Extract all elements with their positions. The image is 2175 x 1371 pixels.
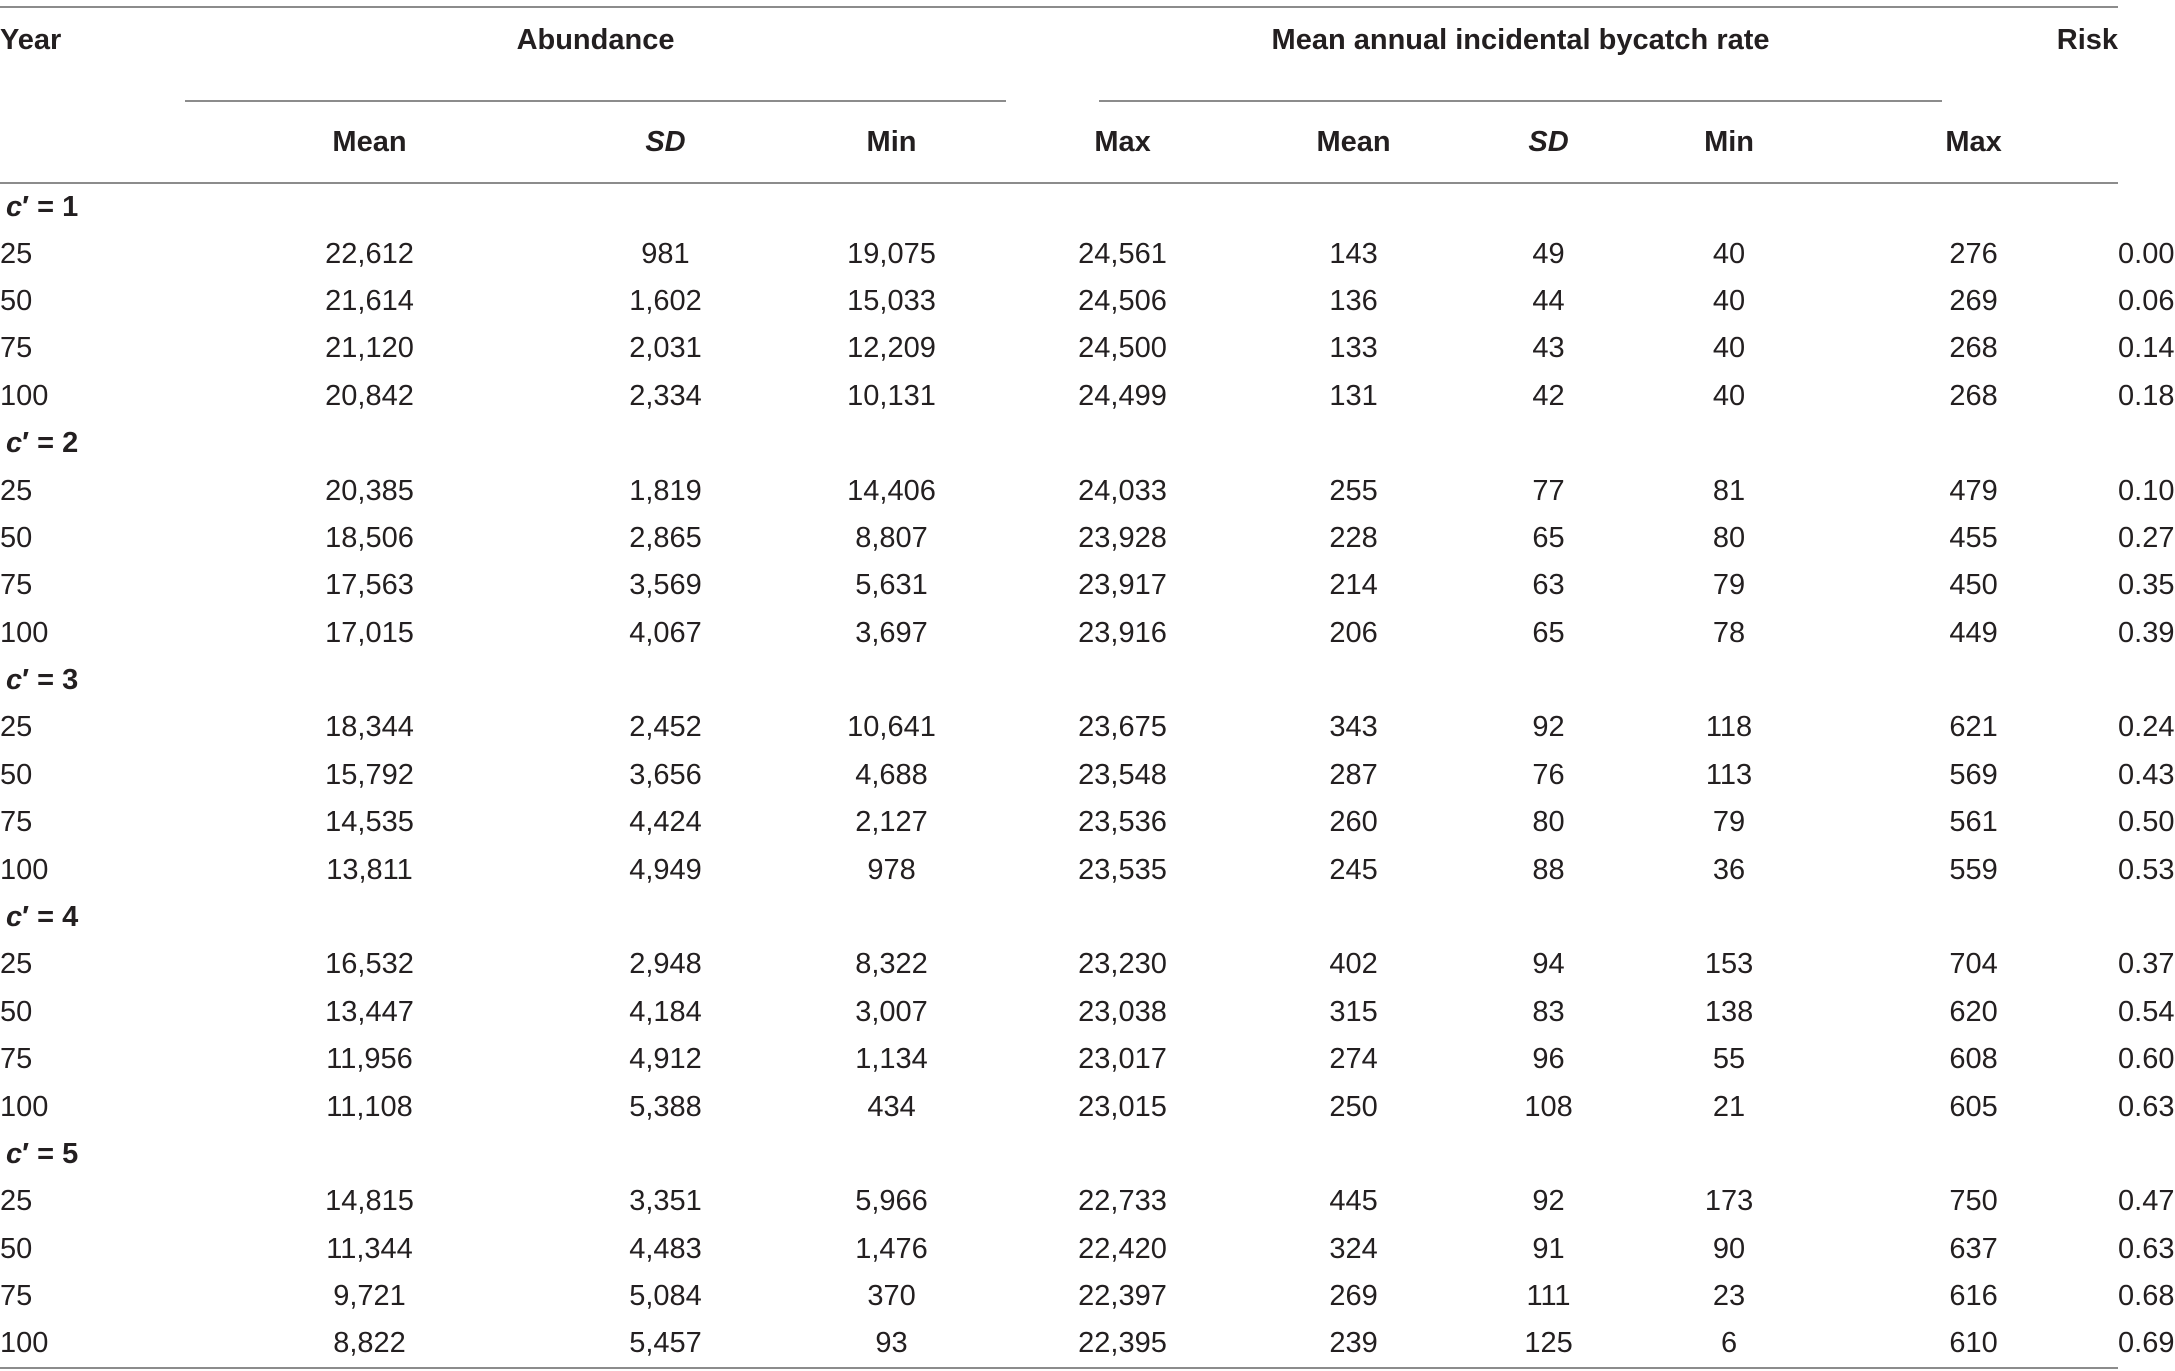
abundance-mean-cell: 20,385 (325, 474, 414, 507)
abundance-max-cell: 22,733 (1078, 1185, 1167, 1218)
abundance-min-cell: 93 (875, 1327, 908, 1360)
bycatch-mean-cell: 143 (1329, 237, 1378, 270)
bycatch-sd-cell: 96 (1532, 1043, 1565, 1076)
abundance-max-cell: 23,928 (1078, 521, 1167, 554)
table-body (0, 183, 2175, 1368)
table-row: 50 15,792 3,656 4,688 23,548 287 76 113 569 0.43 (0, 752, 2118, 799)
year-cell: 100 (0, 1090, 49, 1123)
variable-symbol: c (6, 427, 23, 460)
abundance-max-cell: 24,500 (1078, 332, 1167, 365)
results-table (0, 6, 2175, 1369)
bycatch-sd-cell: 44 (1532, 284, 1565, 317)
abundance-max-cell: 22,395 (1078, 1327, 1167, 1360)
table-row: 50 13,447 4,184 3,007 23,038 315 83 138 620 0.54 (0, 989, 2118, 1036)
table-row: 75 11,956 4,912 1,134 23,017 274 96 55 608 0.60 (0, 1036, 2118, 1083)
table-row: 25 14,815 3,351 5,966 22,733 445 92 173 750 0.47 (0, 1178, 2118, 1225)
bycatch-min-header: Min (1704, 125, 1754, 158)
abundance-max-cell: 23,017 (1078, 1043, 1167, 1076)
bycatch-min-cell: 113 (1705, 758, 1753, 791)
bycatch-mean-cell: 228 (1329, 521, 1378, 554)
bycatch-max-cell: 621 (1949, 711, 1998, 744)
abundance-mean-cell: 20,842 (325, 379, 414, 412)
abundance-min-header: Min (866, 125, 917, 158)
bycatch-max-cell: 561 (1949, 806, 1998, 839)
bycatch-min-cell: 36 (1712, 853, 1746, 886)
bycatch-min-cell: 40 (1712, 284, 1746, 317)
bycatch-max-cell: 450 (1949, 569, 1998, 602)
year-cell: 100 (0, 1327, 49, 1360)
abundance-max-cell: 23,548 (1078, 758, 1167, 791)
bycatch-max-cell: 616 (1949, 1280, 1998, 1313)
table-row: 25 22,612 981 19,075 24,561 143 49 40 276 0.00 (0, 230, 2118, 277)
abundance-mean-cell: 13,811 (326, 853, 413, 886)
bycatch-min-cell: 79 (1712, 806, 1746, 839)
year-cell: 25 (0, 237, 33, 270)
abundance-min-cell: 10,131 (847, 379, 936, 412)
abundance-sd-cell: 2,948 (629, 948, 702, 981)
abundance-sd-cell: 2,865 (629, 521, 702, 554)
abundance-sd-cell: 1,602 (629, 284, 702, 317)
abundance-sd-cell: 4,067 (629, 616, 702, 649)
bycatch-min-cell: 40 (1712, 237, 1746, 270)
abundance-max-cell: 22,420 (1078, 1232, 1167, 1265)
bycatch-mean-cell: 206 (1329, 616, 1378, 649)
abundance-mean-cell: 17,563 (325, 569, 414, 602)
bycatch-min-cell: 23 (1712, 1280, 1746, 1313)
year-cell: 25 (0, 711, 33, 744)
bycatch-max-cell: 449 (1949, 616, 1998, 649)
bycatch-max-cell: 620 (1949, 995, 1998, 1028)
abundance-mean-cell: 18,506 (325, 521, 414, 554)
year-cell: 100 (0, 853, 49, 886)
bycatch-sd-cell: 77 (1532, 474, 1565, 507)
abundance-min-cell: 1,134 (855, 1043, 928, 1076)
bycatch-min-cell: 40 (1712, 379, 1746, 412)
abundance-sd-cell: 4,912 (629, 1043, 702, 1076)
abundance-sd-cell: 1,819 (629, 474, 702, 507)
abundance-min-cell: 8,807 (855, 521, 928, 554)
abundance-mean-cell: 14,535 (325, 806, 414, 839)
bycatch-sd-cell: 91 (1532, 1232, 1565, 1265)
abundance-mean-cell: 14,815 (325, 1185, 414, 1218)
bycatch-mean-cell: 136 (1329, 284, 1378, 317)
abundance-mean-cell: 16,532 (325, 948, 414, 981)
year-cell: 50 (0, 521, 33, 554)
bycatch-max-header: Max (1945, 125, 2002, 158)
year-cell: 75 (0, 569, 33, 602)
bycatch-sd-cell: 42 (1532, 379, 1565, 412)
year-cell: 25 (0, 474, 33, 507)
group-row (0, 1131, 2118, 1178)
bycatch-min-cell: 6 (1720, 1327, 1738, 1360)
abundance-mean-cell: 11,108 (326, 1090, 413, 1123)
abundance-mean-cell: 17,015 (325, 616, 414, 649)
abundance-max-cell: 23,536 (1078, 806, 1167, 839)
bycatch-mean-cell: 315 (1329, 995, 1378, 1028)
abundance-max-cell: 23,535 (1078, 853, 1167, 886)
year-cell: 50 (0, 1232, 33, 1265)
bycatch-mean-cell: 343 (1329, 711, 1378, 744)
year-cell: 50 (0, 995, 33, 1028)
table-row: 75 17,563 3,569 5,631 23,917 214 63 79 450 0.35 (0, 562, 2118, 609)
abundance-sd-cell: 3,656 (629, 758, 702, 791)
year-header: Year (0, 24, 62, 56)
table-row: 50 11,344 4,483 1,476 22,420 324 91 90 637 0.63 (0, 1226, 2118, 1273)
abundance-min-cell: 2,127 (855, 806, 928, 839)
bycatch-sd-cell: 92 (1532, 1185, 1565, 1218)
bycatch-max-cell: 608 (1949, 1043, 1998, 1076)
abundance-mean-cell: 21,120 (325, 332, 414, 365)
abundance-min-cell: 1,476 (855, 1232, 928, 1265)
abundance-max-header: Max (1094, 125, 1151, 158)
abundance-max-cell: 23,675 (1078, 711, 1167, 744)
abundance-min-cell: 5,631 (855, 569, 928, 602)
abundance-sd-cell: 5,457 (629, 1327, 702, 1360)
bycatch-min-cell: 78 (1712, 616, 1746, 649)
abundance-min-cell: 5,966 (855, 1185, 928, 1218)
bycatch-mean-cell: 287 (1329, 758, 1378, 791)
bycatch-sd-cell: 49 (1532, 237, 1565, 270)
bycatch-mean-cell: 255 (1329, 474, 1378, 507)
bycatch-max-cell: 559 (1949, 853, 1998, 886)
bycatch-min-cell: 153 (1704, 948, 1754, 981)
abundance-mean-cell: 21,614 (325, 284, 414, 317)
bycatch-mean-cell: 239 (1329, 1327, 1378, 1360)
abundance-sd-cell: 2,334 (629, 379, 702, 412)
abundance-max-cell: 24,506 (1078, 284, 1167, 317)
table-row: 25 18,344 2,452 10,641 23,675 343 92 118 621 0.24 (0, 704, 2118, 751)
bycatch-mean-cell: 445 (1329, 1185, 1378, 1218)
bycatch-mean-cell: 214 (1329, 569, 1378, 602)
abundance-mean-cell: 15,792 (325, 758, 414, 791)
abundance-max-cell: 23,038 (1078, 995, 1167, 1028)
abundance-min-cell: 8,322 (855, 948, 928, 981)
group-label: c′ = 3 (6, 664, 79, 697)
abundance-sd-cell: 5,084 (629, 1280, 702, 1313)
year-cell: 75 (0, 1280, 33, 1313)
bycatch-sd-cell: 125 (1524, 1327, 1573, 1360)
year-cell: 25 (0, 1185, 33, 1218)
abundance-min-cell: 434 (867, 1090, 916, 1123)
abundance-min-cell: 12,209 (847, 332, 936, 365)
abundance-mean-header: Mean (332, 125, 407, 158)
abundance-sd-cell: 4,184 (629, 995, 702, 1028)
abundance-max-cell: 22,397 (1078, 1280, 1167, 1313)
bycatch-max-cell: 569 (1949, 758, 1998, 791)
bycatch-sd-cell: 76 (1532, 758, 1565, 791)
bycatch-mean-cell: 133 (1329, 332, 1378, 365)
bycatch-sd-header: SD (1528, 125, 1569, 158)
bycatch-min-cell: 40 (1712, 332, 1746, 365)
year-cell: 100 (0, 379, 49, 412)
abundance-min-cell: 4,688 (855, 758, 928, 791)
abundance-min-cell: 15,033 (847, 284, 936, 317)
abundance-min-cell: 19,075 (847, 237, 936, 270)
bycatch-min-cell: 90 (1712, 1232, 1746, 1265)
table-row: 100 11,108 5,388 434 23,015 250 108 21 605 0.63 (0, 1083, 2118, 1130)
table-row: 75 21,120 2,031 12,209 24,500 133 43 40 268 0.14 (0, 325, 2118, 372)
year-cell: 75 (0, 332, 33, 365)
bycatch-mean-cell: 260 (1329, 806, 1378, 839)
abundance-sd-cell: 3,569 (629, 569, 702, 602)
bycatch-mean-cell: 274 (1329, 1043, 1378, 1076)
abundance-mean-cell: 22,612 (325, 237, 414, 270)
variable-symbol: c (6, 1138, 23, 1170)
bycatch-max-cell: 268 (1949, 379, 1998, 412)
bycatch-max-cell: 455 (1949, 521, 1998, 554)
abundance-min-cell: 3,697 (855, 616, 928, 649)
group-row (0, 420, 2118, 467)
group-label: c′ = 1 (6, 190, 79, 223)
table-row: 100 20,842 2,334 10,131 24,499 131 42 40 268 0.18 (0, 373, 2118, 420)
year-cell: 100 (0, 616, 49, 649)
year-cell: 75 (0, 1043, 33, 1076)
abundance-sd-cell: 981 (641, 237, 690, 270)
abundance-mean-cell: 8,822 (333, 1327, 406, 1360)
year-cell: 50 (0, 284, 33, 317)
abundance-max-cell: 24,033 (1078, 474, 1167, 507)
bycatch-sd-cell: 80 (1532, 806, 1565, 839)
bycatch-max-cell: 610 (1949, 1327, 1998, 1360)
variable-symbol: c (6, 664, 23, 697)
abundance-min-cell: 978 (867, 853, 916, 886)
abundance-sd-cell: 3,351 (629, 1185, 702, 1218)
table-row: 100 8,822 5,457 93 22,395 239 125 6 610 0.69 (0, 1320, 2118, 1367)
abundance-sd-cell: 4,483 (629, 1232, 702, 1265)
abundance-max-cell: 24,561 (1078, 237, 1167, 270)
bycatch-sd-cell: 65 (1532, 616, 1565, 649)
abundance-max-cell: 23,916 (1078, 616, 1167, 649)
bycatch-sd-cell: 63 (1532, 569, 1565, 602)
bycatch-mean-header: Mean (1316, 125, 1391, 158)
abundance-sd-header: SD (645, 125, 686, 158)
bycatch-min-cell: 173 (1704, 1185, 1754, 1218)
abundance-sd-cell: 2,452 (629, 711, 702, 744)
bycatch-max-cell: 637 (1949, 1232, 1998, 1265)
bycatch-min-cell: 118 (1705, 711, 1753, 744)
abundance-mean-cell: 11,344 (326, 1232, 413, 1265)
bycatch-mean-cell: 269 (1329, 1280, 1378, 1313)
abundance-min-cell: 370 (867, 1280, 916, 1313)
bycatch-max-cell: 268 (1949, 332, 1998, 365)
subheader-row (0, 101, 2118, 183)
bycatch-sd-cell: 83 (1532, 995, 1565, 1028)
abundance-max-cell: 23,230 (1078, 948, 1167, 981)
bycatch-mean-cell: 402 (1329, 948, 1378, 981)
bycatch-min-cell: 81 (1712, 474, 1746, 507)
table-row: 75 14,535 4,424 2,127 23,536 260 80 79 561 0.50 (0, 799, 2118, 846)
bycatch-sd-cell: 92 (1532, 711, 1565, 744)
group-label: c′ = 2 (6, 427, 79, 460)
abundance-mean-cell: 11,956 (326, 1043, 413, 1076)
group-label: c′ = 5 (6, 1138, 79, 1170)
abundance-header: Abundance (185, 7, 1006, 101)
abundance-sd-cell: 4,424 (629, 806, 702, 839)
bycatch-max-cell: 269 (1949, 284, 1998, 317)
table-row: 100 17,015 4,067 3,697 23,916 206 65 78 449 0.39 (0, 610, 2118, 657)
bycatch-sd-cell: 43 (1532, 332, 1565, 365)
bycatch-mean-cell: 324 (1329, 1232, 1378, 1265)
group-row (0, 183, 2118, 230)
abundance-sd-cell: 2,031 (629, 332, 702, 365)
risk-header: Risk (2056, 24, 2119, 56)
bycatch-max-cell: 750 (1949, 1185, 1998, 1218)
abundance-mean-cell: 13,447 (325, 995, 414, 1028)
year-cell: 25 (0, 948, 33, 981)
variable-symbol: c (6, 190, 23, 223)
bycatch-min-cell: 138 (1704, 995, 1754, 1028)
variable-symbol: c (6, 901, 23, 934)
abundance-sd-cell: 5,388 (629, 1090, 702, 1123)
group-label: c′ = 4 (6, 901, 79, 934)
bycatch-max-cell: 704 (1949, 948, 1998, 981)
bycatch-min-cell: 21 (1712, 1090, 1746, 1123)
bycatch-mean-cell: 131 (1329, 379, 1378, 412)
bycatch-min-cell: 80 (1712, 521, 1746, 554)
abundance-mean-cell: 18,344 (325, 711, 414, 744)
bycatch-sd-cell: 65 (1532, 521, 1565, 554)
bycatch-min-cell: 79 (1712, 569, 1746, 602)
bycatch-max-cell: 276 (1949, 237, 1998, 270)
bycatch-max-cell: 479 (1949, 474, 1998, 507)
abundance-mean-cell: 9,721 (333, 1280, 406, 1313)
bycatch-mean-cell: 250 (1329, 1090, 1378, 1123)
year-cell: 50 (0, 758, 33, 791)
table-row: 25 20,385 1,819 14,406 24,033 255 77 81 479 0.10 (0, 467, 2118, 514)
abundance-max-cell: 23,917 (1078, 569, 1167, 602)
bycatch-min-cell: 55 (1712, 1043, 1746, 1076)
abundance-max-cell: 24,499 (1078, 379, 1167, 412)
abundance-min-cell: 3,007 (855, 995, 928, 1028)
table-row: 100 13,811 4,949 978 23,535 245 88 36 559 0.53 (0, 846, 2118, 893)
bycatch-sd-cell: 111 (1526, 1280, 1571, 1313)
table-row: 50 18,506 2,865 8,807 23,928 228 65 80 455 0.27 (0, 515, 2118, 562)
abundance-sd-cell: 4,949 (629, 853, 702, 886)
bycatch-sd-cell: 94 (1532, 948, 1565, 981)
bycatch-max-cell: 605 (1949, 1090, 1998, 1123)
bycatch-sd-cell: 88 (1532, 853, 1565, 886)
year-cell: 75 (0, 806, 33, 839)
table-row: 50 21,614 1,602 15,033 24,506 136 44 40 269 0.06 (0, 278, 2118, 325)
bycatch-mean-cell: 245 (1329, 853, 1378, 886)
table-row: 25 16,532 2,948 8,322 23,230 402 94 153 704 0.37 (0, 941, 2118, 988)
abundance-min-cell: 10,641 (847, 711, 936, 744)
table-row: 75 9,721 5,084 370 22,397 269 111 23 616 0.68 (0, 1273, 2118, 1320)
group-row (0, 657, 2118, 704)
abundance-min-cell: 14,406 (847, 474, 936, 507)
table-header (0, 7, 2118, 183)
bycatch-sd-cell: 108 (1524, 1090, 1573, 1123)
bycatch-header: Mean annual incidental bycatch rate (1099, 7, 1942, 101)
group-row (0, 894, 2118, 941)
abundance-max-cell: 23,015 (1078, 1090, 1167, 1123)
